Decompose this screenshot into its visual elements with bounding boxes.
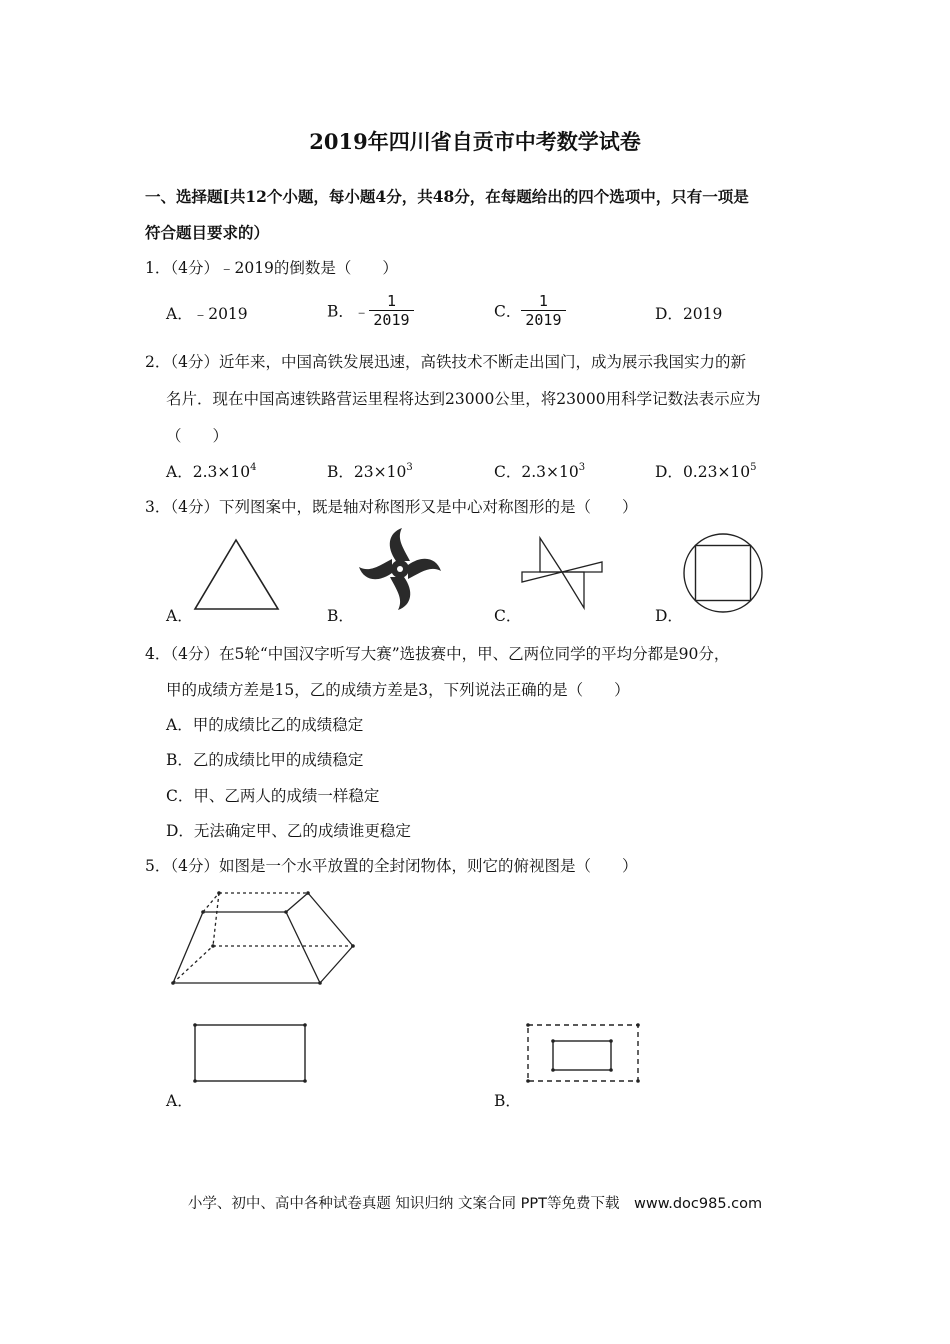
q4-stem-line1: 4．（4分）在5轮“中国汉字听写大赛”选拔赛中，甲、乙两位同学的平均分都是90分，	[145, 645, 730, 663]
q1-stem: 1．（4分）﹣2019的倒数是（ ）	[145, 259, 398, 277]
q4-stem-line2: 甲的成绩方差是15，乙的成绩方差是3，下列说法正确的是（ ）	[166, 681, 630, 699]
q3-stem: 3．（4分）下列图案中，既是轴对称图形又是中心对称图形的是（ ）	[145, 498, 638, 516]
q1-option-d: D．2019	[655, 305, 723, 323]
q1-option-c: C． $\frac{1}{2019}$	[494, 292, 566, 329]
q5-stem: 5．（4分）如图是一个水平放置的全封闭物体，则它的俯视图是（ ）	[145, 857, 638, 875]
q3-figure-c-windmill	[520, 536, 606, 612]
q5-option-a-rectangle	[190, 1020, 310, 1086]
page-title: 2019年四川省自贡市中考数学试卷	[309, 129, 641, 154]
q1-option-b: B．﹣ $\frac{1}{2019}$	[327, 292, 414, 329]
q1-c-fraction: $\frac{1}{2019}$	[521, 292, 565, 329]
q3-figure-d-circle-square	[681, 531, 765, 615]
q4-option-c: C．甲、乙两人的成绩一样稳定	[166, 787, 380, 805]
q2-option-d: D．$0.23\times 10^5$	[655, 462, 757, 481]
q2-option-b: B．$23\times 10^3$	[327, 462, 413, 481]
q5-option-b-nested-rectangles	[523, 1020, 643, 1086]
section-heading-line1: 一、选择题[共12个小题，每小题4分，共48分，在每题给出的四个选项中，只有一项是	[145, 187, 749, 206]
section-heading-line2: 符合题目要求的）	[145, 223, 270, 242]
q3-figure-a-triangle	[192, 537, 282, 612]
q4-option-d: D．无法确定甲、乙的成绩谁更稳定	[166, 822, 411, 840]
q3-option-d-label: D．	[655, 607, 683, 625]
q2-stem-line2: 名片．现在中国高速铁路营运里程将达到23000公里，将23000用科学记数法表示应为	[166, 390, 761, 408]
q2-option-a: A．$2.3\times 10^4$	[166, 462, 257, 481]
q1-option-a: A．﹣2019	[166, 305, 248, 323]
q4-option-a: A．甲的成绩比乙的成绩稳定	[166, 716, 364, 734]
q2-stem-line1: 2．（4分）近年来，中国高铁发展迅速，高铁技术不断走出国门，成为展示我国实力的新	[145, 353, 746, 371]
q1-b-fraction: $\frac{1}{2019}$	[369, 292, 413, 329]
q3-option-b-label: B．	[327, 607, 354, 625]
q3-option-a-label: A．	[166, 607, 193, 625]
q2-stem-line3: （ ）	[166, 427, 229, 445]
q5-figure-frustum	[166, 885, 366, 995]
q5-option-b-label: B．	[494, 1092, 521, 1110]
footer-text: 小学、初中、高中各种试卷真题 知识归纳 文案合同 PPT等免费下载 www.doc985.com	[187, 1196, 763, 1212]
q4-option-b: B．乙的成绩比甲的成绩稳定	[166, 751, 364, 769]
q5-option-a-label: A．	[166, 1092, 193, 1110]
q3-option-c-label: C．	[494, 607, 522, 625]
q2-option-c: C．$2.3\times 10^3$	[494, 462, 586, 481]
q3-figure-b-pinwheel	[358, 527, 442, 611]
